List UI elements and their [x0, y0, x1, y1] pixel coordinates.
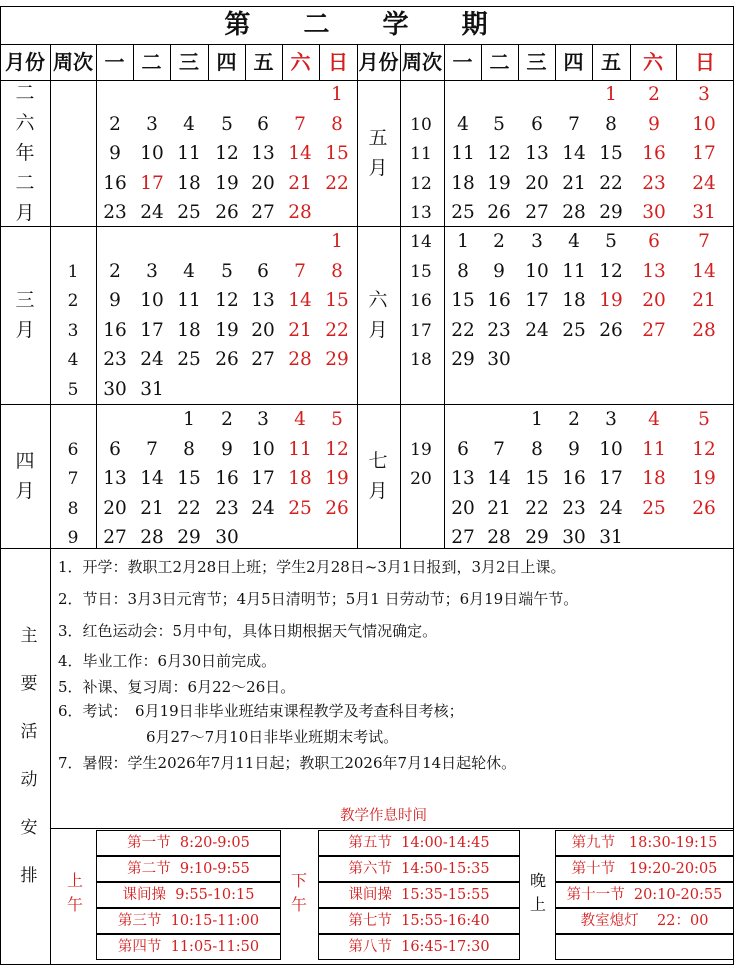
date-cell: 20 — [251, 172, 275, 194]
schedule-cell: 教室熄灯 22：00 — [555, 908, 734, 934]
week-number: 11 — [410, 144, 432, 164]
header-cell: 周次 — [53, 50, 93, 74]
schedule-cell: 第七节 15:55-16:40 — [318, 908, 520, 934]
date-cell: 9 — [648, 113, 660, 135]
date-cell: 21 — [288, 319, 312, 341]
date-cell: 28 — [487, 527, 511, 548]
date-cell: 6 — [257, 113, 269, 135]
date-cell: 28 — [562, 202, 586, 223]
header-cell: 六 — [290, 50, 311, 74]
date-cell: 19 — [215, 172, 239, 194]
month-label-char: 六 — [15, 112, 35, 134]
schedule-cell: 课间操 9:55-10:15 — [96, 882, 281, 908]
date-cell: 18 — [562, 290, 586, 311]
header-cell: 三 — [526, 50, 547, 74]
header-cell: 一 — [452, 50, 473, 74]
month-label-char: 月 — [368, 157, 388, 179]
date-cell: 18 — [451, 172, 475, 194]
date-cell: 12 — [599, 260, 623, 282]
header-cell: 日 — [328, 50, 348, 74]
date-cell: 1 — [331, 84, 343, 105]
date-cell: 14 — [140, 468, 164, 489]
date-cell: 6 — [531, 113, 543, 135]
date-cell: 26 — [692, 497, 716, 519]
header-cell: 二 — [141, 50, 162, 74]
activity-note: 7．暑假：学生2026年7月11日起；教职工2026年7月14日起轮休。 — [58, 754, 517, 772]
date-cell: 7 — [146, 438, 158, 460]
date-cell: 8 — [183, 438, 195, 460]
schedule-section-label: 下 — [290, 871, 307, 890]
date-cell: 10 — [251, 438, 275, 460]
header-cell: 月份 — [358, 50, 399, 74]
date-cell: 29 — [177, 527, 201, 548]
date-cell: 30 — [215, 527, 239, 548]
date-cell: 29 — [525, 527, 549, 548]
schedule-cell: 第十节 19:20-20:05 — [555, 856, 734, 882]
date-cell: 8 — [457, 260, 469, 282]
date-cell: 7 — [698, 231, 710, 252]
date-cell: 28 — [288, 202, 312, 223]
week-number: 20 — [410, 469, 432, 489]
date-cell: 5 — [605, 231, 617, 252]
date-cell: 4 — [568, 231, 580, 252]
date-cell: 26 — [325, 497, 349, 519]
date-cell: 28 — [692, 319, 716, 341]
date-cell: 19 — [599, 290, 623, 311]
date-cell: 19 — [692, 468, 716, 489]
date-cell: 12 — [692, 438, 716, 460]
date-cell: 12 — [215, 290, 239, 311]
date-cell: 24 — [525, 319, 549, 341]
schedule-cell: 第二节 9:10-9:55 — [96, 856, 281, 882]
activity-note: 1．开学：教职工2月28日上班；学生2月28日~3月1日报到，3月2日上课。 — [58, 558, 566, 576]
date-cell: 25 — [288, 497, 312, 519]
date-cell: 29 — [451, 349, 475, 370]
date-cell: 2 — [648, 84, 660, 105]
schedule-cell: 第八节 16:45-17:30 — [318, 934, 520, 960]
month-label-char: 月 — [15, 319, 35, 341]
date-cell: 5 — [221, 113, 233, 135]
date-cell: 10 — [140, 290, 164, 311]
schedule-cell — [555, 934, 734, 960]
week-number: 19 — [410, 439, 432, 460]
header-cell: 五 — [253, 50, 274, 74]
date-cell: 15 — [177, 468, 201, 489]
date-cell: 9 — [109, 143, 121, 164]
date-cell: 4 — [457, 113, 469, 135]
activities-side-char: 要 — [20, 674, 38, 694]
date-cell: 3 — [146, 113, 158, 135]
schedule-section-label: 上 — [529, 895, 546, 914]
date-cell: 2 — [568, 409, 580, 430]
date-cell: 22 — [525, 497, 549, 519]
date-cell: 17 — [251, 468, 275, 489]
schedule-cell: 第一节 8:20-9:05 — [96, 830, 281, 856]
activity-note: 4．毕业工作：6月30日前完成。 — [58, 652, 277, 670]
week-number: 2 — [67, 291, 79, 311]
date-cell: 24 — [251, 497, 275, 519]
date-cell: 2 — [221, 409, 233, 430]
date-cell: 21 — [288, 172, 312, 194]
date-cell: 23 — [562, 497, 586, 519]
date-cell: 5 — [493, 113, 505, 135]
activity-note: 5．补课、复习周：6月22～26日。 — [58, 678, 296, 696]
date-cell: 21 — [562, 172, 586, 194]
date-cell: 17 — [140, 172, 164, 194]
date-cell: 23 — [215, 497, 239, 519]
date-cell: 13 — [451, 468, 475, 489]
date-cell: 25 — [451, 202, 475, 223]
date-cell: 15 — [325, 290, 349, 311]
date-cell: 19 — [487, 172, 511, 194]
date-cell: 9 — [493, 260, 505, 282]
date-cell: 4 — [183, 113, 195, 135]
date-cell: 24 — [692, 172, 716, 194]
date-cell: 2 — [109, 113, 121, 135]
date-cell: 25 — [562, 319, 586, 341]
date-cell: 24 — [599, 497, 623, 519]
date-cell: 8 — [331, 113, 343, 135]
header-cell: 五 — [601, 50, 621, 74]
date-cell: 27 — [451, 527, 475, 548]
date-cell: 15 — [599, 143, 623, 164]
date-cell: 20 — [251, 319, 275, 341]
date-cell: 16 — [562, 468, 586, 489]
date-cell: 25 — [177, 202, 201, 223]
week-number: 1 — [67, 261, 79, 282]
date-cell: 23 — [103, 202, 127, 223]
date-cell: 10 — [140, 143, 164, 164]
date-cell: 24 — [140, 202, 164, 223]
date-cell: 22 — [177, 497, 201, 519]
date-cell: 13 — [642, 260, 666, 282]
schedule-section-label: 午 — [66, 895, 83, 914]
date-cell: 19 — [325, 468, 349, 489]
date-cell: 17 — [599, 468, 623, 489]
date-cell: 31 — [599, 527, 623, 548]
date-cell: 30 — [562, 527, 586, 548]
date-cell: 27 — [642, 319, 666, 341]
date-cell: 30 — [487, 349, 511, 370]
page-title: 第 二 学 期 — [224, 10, 510, 40]
date-cell: 27 — [103, 527, 127, 548]
date-cell: 13 — [251, 290, 275, 311]
date-cell: 3 — [146, 260, 158, 282]
week-number: 15 — [410, 261, 432, 282]
date-cell: 11 — [177, 143, 201, 164]
date-cell: 3 — [257, 409, 269, 430]
date-cell: 30 — [642, 202, 666, 223]
date-cell: 11 — [562, 260, 586, 282]
date-cell: 20 — [451, 497, 475, 519]
date-cell: 14 — [288, 143, 312, 164]
date-cell: 14 — [692, 260, 716, 282]
date-cell: 30 — [103, 378, 127, 400]
date-cell: 7 — [294, 260, 306, 282]
date-cell: 17 — [140, 319, 164, 341]
date-cell: 31 — [692, 202, 716, 223]
month-label-char: 月 — [15, 202, 35, 224]
date-cell: 15 — [525, 468, 549, 489]
date-cell: 13 — [525, 143, 549, 164]
date-cell: 18 — [177, 172, 201, 194]
month-label-char: 七 — [368, 450, 388, 472]
date-cell: 16 — [642, 143, 666, 164]
date-cell: 9 — [109, 290, 121, 311]
header-cell: 一 — [104, 50, 125, 74]
date-cell: 13 — [103, 468, 127, 489]
date-cell: 16 — [103, 172, 127, 194]
date-cell: 22 — [325, 172, 349, 194]
date-cell: 20 — [525, 172, 549, 194]
month-label-char: 三 — [15, 289, 35, 311]
date-cell: 22 — [599, 172, 623, 194]
date-cell: 14 — [562, 143, 586, 164]
date-cell: 10 — [692, 113, 716, 135]
header-cell: 三 — [179, 50, 199, 74]
date-cell: 23 — [103, 349, 127, 370]
date-cell: 17 — [692, 143, 716, 164]
header-cell: 月份 — [5, 50, 45, 74]
activity-note: 3．红色运动会：5月中旬，具体日期根据天气情况确定。 — [58, 622, 438, 640]
date-cell: 21 — [692, 290, 716, 311]
month-label-char: 五 — [368, 127, 388, 149]
date-cell: 28 — [140, 527, 164, 548]
date-cell: 5 — [698, 409, 710, 430]
activities-side-char: 活 — [20, 722, 38, 742]
date-cell: 11 — [451, 143, 475, 164]
date-cell: 25 — [642, 497, 666, 519]
week-number: 12 — [410, 173, 432, 194]
date-cell: 6 — [457, 438, 469, 460]
header-cell: 二 — [489, 50, 510, 74]
date-cell: 10 — [599, 438, 623, 460]
date-cell: 1 — [183, 409, 195, 430]
date-cell: 11 — [177, 290, 201, 311]
week-number: 3 — [67, 320, 79, 341]
header-cell: 周次 — [402, 50, 442, 74]
date-cell: 3 — [531, 231, 543, 252]
date-cell: 27 — [251, 349, 275, 370]
schedule-section-label: 午 — [290, 895, 307, 914]
date-cell: 15 — [451, 290, 475, 311]
month-label-char: 月 — [368, 480, 388, 502]
month-label-char: 月 — [15, 480, 35, 502]
date-cell: 6 — [257, 260, 269, 282]
date-cell: 21 — [487, 497, 511, 519]
date-cell: 31 — [140, 378, 164, 400]
week-number: 4 — [67, 350, 79, 370]
week-number: 16 — [410, 291, 432, 311]
date-cell: 9 — [221, 438, 233, 460]
week-number: 17 — [410, 320, 432, 341]
date-cell: 12 — [215, 143, 239, 164]
date-cell: 10 — [525, 260, 549, 282]
schedule-cell: 第六节 14:50-15:35 — [318, 856, 520, 882]
header-cell: 日 — [695, 50, 715, 74]
date-cell: 22 — [325, 319, 349, 341]
month-label-char: 年 — [15, 142, 35, 164]
date-cell: 26 — [599, 319, 623, 341]
date-cell: 7 — [568, 113, 580, 135]
week-number: 7 — [67, 469, 79, 489]
date-cell: 18 — [177, 319, 201, 341]
header-cell: 六 — [643, 50, 663, 74]
schedule-section-label: 上 — [66, 871, 83, 890]
schedule-cell: 第五节 14:00-14:45 — [318, 830, 520, 856]
week-number: 18 — [410, 350, 432, 370]
date-cell: 1 — [331, 231, 343, 252]
week-number: 6 — [67, 439, 79, 460]
date-cell: 28 — [288, 349, 312, 370]
date-cell: 4 — [294, 409, 306, 430]
date-cell: 19 — [215, 319, 239, 341]
date-cell: 6 — [648, 231, 660, 252]
date-cell: 17 — [525, 290, 549, 311]
date-cell: 8 — [331, 260, 343, 282]
week-number: 13 — [410, 203, 432, 223]
date-cell: 12 — [325, 438, 349, 460]
schedule-cell: 第三节 10:15-11:00 — [96, 908, 281, 934]
week-number: 10 — [410, 114, 432, 135]
date-cell: 20 — [642, 290, 666, 311]
date-cell: 11 — [642, 438, 666, 460]
date-cell: 6 — [109, 438, 121, 460]
date-cell: 8 — [531, 438, 543, 460]
date-cell: 14 — [288, 290, 312, 311]
date-cell: 18 — [288, 468, 312, 489]
week-number: 14 — [410, 232, 432, 252]
date-cell: 26 — [215, 349, 239, 370]
schedule-title: 教学作息时间 — [340, 808, 427, 824]
date-cell: 7 — [493, 438, 505, 460]
month-label-char: 六 — [368, 289, 388, 311]
date-cell: 20 — [103, 497, 127, 519]
schedule-cell: 第十一节 20:10-20:55 — [555, 882, 734, 908]
schedule-cell: 课间操 15:35-15:55 — [318, 882, 520, 908]
date-cell: 4 — [183, 260, 195, 282]
date-cell: 1 — [605, 84, 617, 105]
activities-side-char: 安 — [20, 818, 38, 838]
date-cell: 24 — [140, 349, 164, 370]
date-cell: 29 — [325, 349, 349, 370]
schedule-cell: 第四节 11:05-11:50 — [96, 934, 281, 960]
header-cell: 四 — [563, 50, 584, 74]
date-cell: 25 — [177, 349, 201, 370]
month-label-char: 二 — [15, 82, 35, 104]
date-cell: 2 — [493, 231, 505, 252]
date-cell: 11 — [288, 438, 312, 460]
schedule-section-label: 晚 — [529, 871, 546, 890]
date-cell: 27 — [251, 202, 275, 223]
date-cell: 14 — [487, 468, 511, 489]
date-cell: 23 — [487, 319, 511, 341]
week-number: 5 — [67, 379, 79, 400]
activity-note: 6．考试： 6月19日非毕业班结束课程教学及考查科目考核； — [58, 702, 464, 720]
activities-side-char: 主 — [20, 626, 38, 646]
activity-note: 2．节日：3月3日元宵节；4月5日清明节；5月1 日劳动节；6月19日端午节。 — [58, 590, 579, 608]
date-cell: 21 — [140, 497, 164, 519]
date-cell: 26 — [487, 202, 511, 223]
date-cell: 18 — [642, 468, 666, 489]
schedule-cell: 第九节 18:30-19:15 — [555, 830, 734, 856]
date-cell: 13 — [251, 143, 275, 164]
date-cell: 12 — [487, 143, 511, 164]
activity-note: 6月27～7月10日非毕业班期末考试。 — [146, 728, 399, 746]
date-cell: 7 — [294, 113, 306, 135]
date-cell: 1 — [457, 231, 469, 252]
activities-side-char: 排 — [20, 866, 38, 886]
month-label-char: 四 — [15, 450, 35, 472]
date-cell: 5 — [221, 260, 233, 282]
date-cell: 29 — [599, 202, 623, 223]
date-cell: 15 — [325, 143, 349, 164]
date-cell: 3 — [605, 409, 617, 430]
activities-side-char: 动 — [20, 770, 38, 790]
date-cell: 27 — [525, 202, 549, 223]
date-cell: 9 — [568, 438, 580, 460]
week-number: 9 — [67, 528, 79, 548]
date-cell: 26 — [215, 202, 239, 223]
date-cell: 1 — [531, 409, 543, 430]
week-number: 8 — [67, 498, 79, 519]
date-cell: 8 — [605, 113, 617, 135]
date-cell: 16 — [487, 290, 511, 311]
date-cell: 22 — [451, 319, 475, 341]
date-cell: 3 — [698, 84, 710, 105]
month-label-char: 二 — [15, 172, 35, 194]
month-label-char: 月 — [368, 319, 388, 341]
date-cell: 23 — [642, 172, 666, 194]
date-cell: 2 — [109, 260, 121, 282]
date-cell: 4 — [648, 409, 660, 430]
date-cell: 16 — [215, 468, 239, 489]
date-cell: 16 — [103, 319, 127, 341]
header-cell: 四 — [216, 50, 237, 74]
date-cell: 5 — [331, 409, 343, 430]
